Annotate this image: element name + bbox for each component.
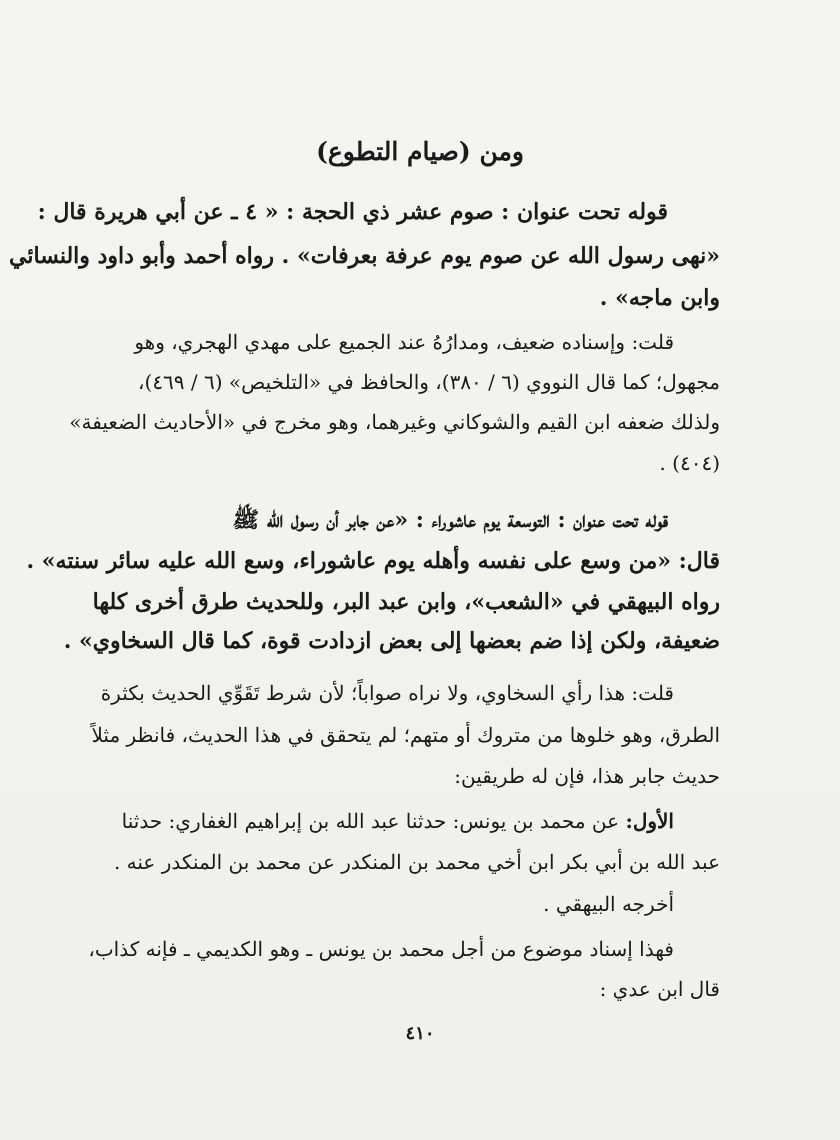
first-path-line-3: أخرجه البيهقي . bbox=[543, 892, 674, 916]
page-number: ٤١٠ bbox=[405, 1023, 435, 1044]
section-2-line-1: قوله تحت عنوان : التوسعة يوم عاشوراء : «عن جابر أن رسول الله ﷺ bbox=[232, 507, 668, 533]
note-2-line-2: الطرق، وهو خلوها من متروك أو متهم؛ لم يتحقق في هذا الحديث، فانظر مثلاً bbox=[91, 723, 720, 747]
first-path-line-1 bbox=[122, 809, 674, 833]
section-2-line-3: رواه البيهقي في «الشعب»، وابن عبد البر، وللحديث طرق أخرى كلها bbox=[92, 589, 720, 615]
note-2-line-3: حديث جابر هذا، فإن له طريقين: bbox=[454, 764, 720, 788]
first-path-line-1-text: عن محمد بن يونس: حدثنا عبد الله بن إبراهيم الغفاري: حدثنا bbox=[121, 809, 620, 833]
section-2-line-2: قال: «من وسع على نفسه وأهله يوم عاشوراء، وسع الله عليه سائر سنته» . bbox=[26, 548, 720, 574]
section-2-line-4: ضعيفة، ولكن إذا ضم بعضها إلى بعض ازدادت قوة، كما قال السخاوي» . bbox=[63, 628, 720, 654]
page-title: ومن (صيام التطوع) bbox=[316, 137, 524, 166]
note-1-line-4: (٤٠٤) . bbox=[659, 451, 720, 475]
section-1-line-1: قوله تحت عنوان : صوم عشر ذي الحجة : « ٤ ـ عن أبي هريرة قال : bbox=[37, 199, 668, 225]
conclusion-line-2: قال ابن عدي : bbox=[599, 977, 720, 1001]
conclusion-line-1: فهذا إسناد موضوع من أجل محمد بن يونس ـ وهو الكديمي ـ فإنه كذاب، bbox=[88, 937, 674, 961]
first-path-line-2: عبد الله بن أبي بكر ابن أخي محمد بن المنكدر عن محمد بن المنكدر عنه . bbox=[113, 850, 720, 874]
note-1-line-3: ولذلك ضعفه ابن القيم والشوكاني وغيرهما، وهو مخرج في «الأحاديث الضعيفة» bbox=[69, 410, 720, 434]
note-1-line-1: قلت: وإسناده ضعيف، ومدارُهُ عند الجميع على مهدي الهجري، وهو bbox=[134, 330, 674, 354]
first-path-label: الأول: bbox=[625, 809, 674, 833]
section-1-line-2: «نهى رسول الله عن صوم يوم عرفة بعرفات» . رواه أحمد وأبو داود والنسائي bbox=[9, 243, 720, 269]
note-2-line-1: قلت: هذا رأي السخاوي، ولا نراه صواباً؛ لأن شرط تَقَوِّي الحديث بكثرة bbox=[100, 681, 674, 705]
section-1-line-3: وابن ماجه» . bbox=[599, 285, 720, 311]
note-1-line-2: مجهول؛ كما قال النووي (٦ / ٣٨٠)، والحافظ في «التلخيص» (٦ / ٤٦٩)، bbox=[138, 370, 720, 394]
